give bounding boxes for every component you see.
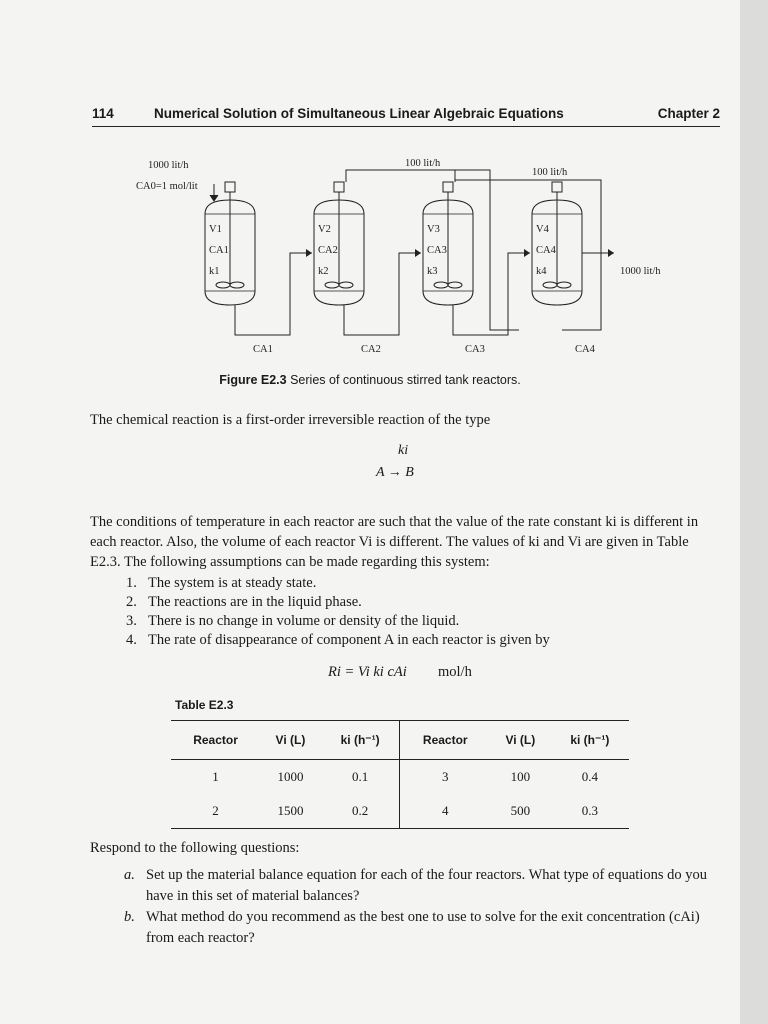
impeller-blade — [325, 282, 339, 288]
chapter-label: Chapter 2 — [657, 106, 720, 121]
questions-list — [124, 865, 720, 949]
assumptions-list — [126, 574, 550, 650]
list-item: 4. The rate of disappearance of component A in each reactor is given by — [126, 632, 550, 648]
flow-arrow — [306, 249, 312, 257]
outlet-conc-label: CA2 — [361, 344, 381, 355]
outlet-conc-label: CA1 — [253, 344, 273, 355]
table-header: Reactor — [400, 721, 490, 760]
reactor-label: CA1 — [209, 245, 229, 256]
reactor-label: V3 — [427, 224, 440, 235]
recycle2-label: 100 lit/h — [532, 167, 568, 178]
rate-constant-label: ki — [398, 443, 409, 458]
flow-arrow — [415, 249, 421, 257]
table-header: Reactor — [171, 721, 260, 760]
feed-conc-label: CA0=1 mol/lit — [136, 181, 198, 192]
list-item: 1. The system is at steady state. — [126, 575, 317, 591]
list-item: b. What method do you recommend as the best one to use to solve for the exit concentration (cAi) from each reactor? — [124, 909, 700, 946]
reactor-label: k2 — [318, 266, 329, 277]
rate-unit: mol/h — [438, 664, 472, 680]
reactor-table — [171, 720, 629, 829]
impeller-blade — [230, 282, 244, 288]
page-edge — [740, 0, 768, 1024]
impeller-blade — [339, 282, 353, 288]
pipe — [453, 253, 530, 335]
table-header: ki (h⁻¹) — [321, 721, 400, 760]
running-title: Numerical Solution of Simultaneous Linear Algebraic Equations — [154, 106, 564, 121]
rate-equation — [328, 664, 472, 681]
table-title: Table E2.3 — [175, 698, 234, 712]
pipe — [235, 253, 312, 335]
outlet-conc-label: CA4 — [575, 344, 595, 355]
table-header: ki (h⁻¹) — [551, 721, 629, 760]
figure-caption — [0, 373, 740, 387]
flow-arrow — [524, 249, 530, 257]
outlet-flow-label: 1000 lit/h — [620, 266, 661, 277]
outlet-conc-label: CA3 — [465, 344, 485, 355]
pipe — [344, 253, 421, 335]
motor-box — [334, 182, 344, 192]
reactor-label: CA4 — [536, 245, 556, 256]
flow-arrow — [608, 249, 614, 257]
reactor-label: V2 — [318, 224, 331, 235]
table-header: Vi (L) — [260, 721, 321, 760]
reactor-label: V1 — [209, 224, 222, 235]
reactor-label: V4 — [536, 224, 549, 235]
table-header: Vi (L) — [490, 721, 551, 760]
reactor-label: k3 — [427, 266, 438, 277]
list-item: 2. The reactions are in the liquid phase. — [126, 594, 362, 610]
list-item: a. Set up the material balance equation for each of the four reactors. What type of equations do you have in this set of material balances? — [124, 867, 707, 904]
questions-intro: Respond to the following questions: — [90, 840, 300, 856]
impeller-blade — [543, 282, 557, 288]
table-row: 1 1000 0.1 3 100 0.4 — [171, 760, 629, 795]
rate-formula: Ri = Vi ki cAi — [328, 664, 407, 680]
motor-box — [443, 182, 453, 192]
impeller-blade — [557, 282, 571, 288]
reactor-label: k4 — [536, 266, 547, 277]
cstr-diagram — [0, 0, 740, 370]
conditions-paragraph: The conditions of temperature in each reactor are such that the value of the rate constant ki is different in each reactor. Also, the volume of each reactor Vi is different. The values of ki and Vi are given in Table E2.3. The following assumptions can be made regarding this system: — [90, 514, 699, 570]
pipe — [455, 180, 601, 330]
impeller-blade — [434, 282, 448, 288]
figure-caption-text: Series of continuous stirred tank reactors. — [290, 373, 521, 387]
motor-box — [225, 182, 235, 192]
impeller-blade — [216, 282, 230, 288]
page-number: 114 — [92, 106, 114, 121]
list-item: 3. There is no change in volume or density of the liquid. — [126, 613, 460, 629]
table-row: 2 1500 0.2 4 500 0.3 — [171, 794, 629, 829]
impeller-blade — [448, 282, 462, 288]
recycle1-label: 100 lit/h — [405, 158, 441, 169]
figure-caption-label: Figure E2.3 — [219, 373, 287, 387]
reactor-label: CA2 — [318, 245, 338, 256]
motor-box — [552, 182, 562, 192]
reaction-formula: A → B — [376, 465, 414, 480]
intro-paragraph: The chemical reaction is a first-order irreversible reaction of the type — [90, 412, 491, 428]
feed-flow-label: 1000 lit/h — [148, 160, 189, 171]
reactor-label: CA3 — [427, 245, 447, 256]
reactor-label: k1 — [209, 266, 220, 277]
